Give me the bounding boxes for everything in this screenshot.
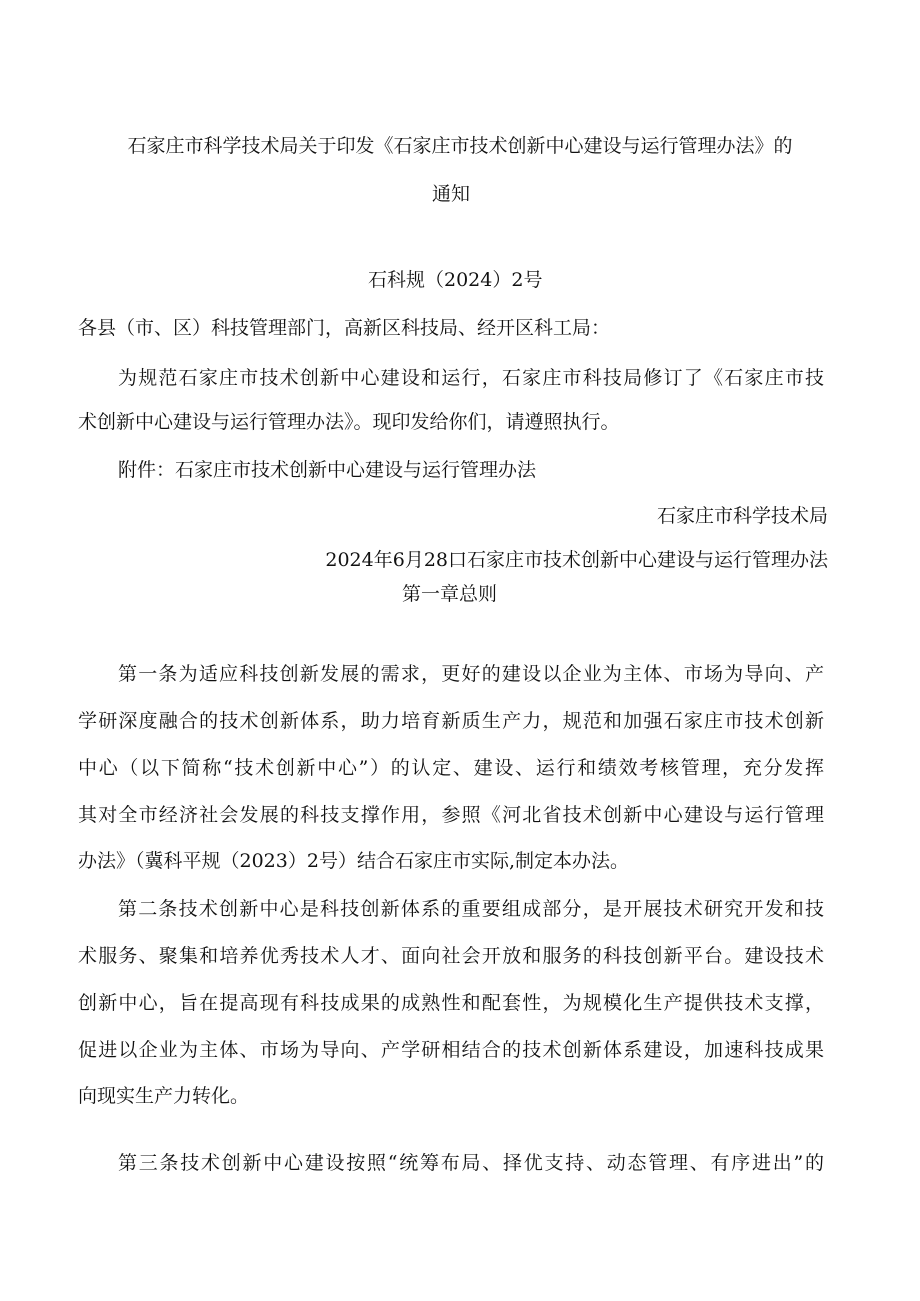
addressee: 各县（市、区）科技管理部门，高新区科技局、经开区科工局： (78, 317, 611, 339)
document-number: 石科规（2024）2号 (368, 269, 543, 291)
issuer: 石家庄市科学技术局 (656, 505, 828, 527)
article-2-line: 促进以企业为主体、市场为导向、产学研相结合的技术创新体系建设，加速科技成果 (78, 1039, 824, 1061)
article-2-line: 创新中心，旨在提高现有科技成果的成熟性和配套性，为规模化生产提供技术支撑， (78, 992, 824, 1014)
intro-line-1: 为规范石家庄市技术创新中心建设和运行，石家庄市科技局修订了《石家庄市技 (118, 367, 824, 389)
title-line-2: 通知 (432, 183, 471, 205)
article-1-line: 中心（以下简称“技术创新中心”）的认定、建设、运行和绩效考核管理，充分发挥 (78, 757, 824, 779)
article-3-line: 第三条技术创新中心建设按照“统筹布局、择优支持、动态管理、有序进出”的 (118, 1152, 824, 1174)
article-1-line: 第一条为适应科技创新发展的需求，更好的建设以企业为主体、市场为导向、产 (118, 663, 824, 685)
article-2-line: 向现实生产力转化。 (78, 1085, 250, 1107)
title-line-1: 石家庄市科学技术局关于印发《石家庄市技术创新中心建设与运行管理办法》的 (127, 135, 793, 157)
article-2-line: 术服务、聚集和培养优秀技术人才、面向社会开放和服务的科技创新平台。建设技术 (78, 945, 824, 967)
date-line: 2024年6月28口石家庄市技术创新中心建设与运行管理办法 (325, 549, 828, 571)
article-1-line: 办法》（冀科平规（2023）2号）结合石家庄市实际,制定本办法。 (78, 850, 629, 872)
article-1-line: 其对全市经济社会发展的科技支撑作用，参照《河北省技术创新中心建设与运行管理 (78, 804, 824, 826)
article-1-line: 学研深度融合的技术创新体系，助力培育新质生产力，规范和加强石家庄市技术创新 (78, 710, 824, 732)
article-2-line: 第二条技术创新中心是科技创新体系的重要组成部分，是开展技术研究开发和技 (118, 898, 824, 920)
chapter-heading: 第一章总则 (402, 583, 498, 605)
intro-line-2: 术创新中心建设与运行管理办法》。现印发给你们，请遵照执行。 (78, 411, 620, 433)
attachment: 附件：石家庄市技术创新中心建设与运行管理办法 (118, 459, 537, 481)
